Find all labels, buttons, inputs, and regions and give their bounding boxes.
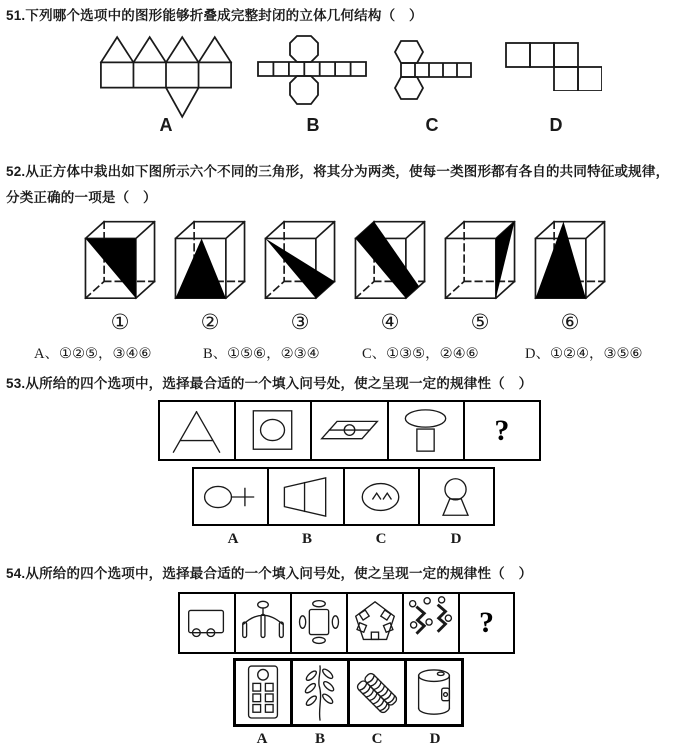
option-cell-b — [290, 661, 347, 724]
sequence-cell — [160, 402, 234, 459]
cube-triangle-5-icon — [438, 212, 522, 306]
cube-number-5: ⑤ — [470, 310, 490, 334]
option-cell-c — [343, 469, 418, 524]
net-z-squares-icon — [504, 41, 602, 91]
question-53-text: 53.从所给的四个选项中，选择最合适的一个填入问号处，使之呈现一定的规律性（ ） — [6, 376, 533, 391]
sequence-cell — [290, 594, 346, 652]
question-54-options-strip — [233, 658, 464, 727]
question-53-sequence-strip — [158, 400, 541, 461]
sequence-cell — [387, 402, 463, 459]
option-label-51-d: D — [549, 115, 563, 135]
option-label-54-a: A — [256, 731, 268, 744]
sequence-cell-question — [458, 594, 513, 652]
letter-a-triangle-icon — [161, 404, 233, 457]
sequence-cell-question — [463, 402, 539, 459]
pentagon-with-squares-icon — [348, 595, 402, 651]
question-53-options-strip — [192, 467, 495, 526]
divided-trapezoid-icon — [270, 473, 342, 521]
square-with-circle-icon — [237, 404, 309, 457]
sequence-cell — [402, 594, 458, 652]
cube-number-6: ⑥ — [560, 310, 580, 334]
ellipse-with-carets-icon — [345, 473, 417, 521]
cube-triangle-1-icon — [78, 212, 162, 306]
carousel-canopy-icon — [236, 595, 290, 651]
question-mark: ? — [479, 606, 494, 639]
option-label-54-b: B — [314, 731, 326, 744]
leafy-branch-icon — [295, 662, 345, 724]
sequence-cell — [346, 594, 402, 652]
panel-with-buttons-icon — [238, 662, 288, 724]
sequence-cell — [180, 594, 234, 652]
option-label-51-c: C — [425, 115, 439, 135]
cube-triangle-2-icon — [168, 212, 252, 306]
question-54-text: 54.从所给的四个选项中，选择最合适的一个填入问号处，使之呈现一定的规律性（ ） — [6, 566, 533, 581]
option-label-53-c: C — [375, 531, 387, 547]
cylinder-can-icon — [409, 662, 459, 724]
option-cell-a — [236, 661, 290, 724]
cube-triangle-4-icon — [348, 212, 432, 306]
net-hexagon-strip-icon — [392, 38, 476, 102]
question-54-sequence-strip — [178, 592, 515, 654]
sequence-cell — [234, 594, 290, 652]
question-52-text-line1: 52.从正方体中栽出如下图所示六个不同的三角形，将其分为两类，使每一类图形都有各自的共同特征或规律， — [6, 164, 670, 179]
option-label-54-c: C — [371, 731, 383, 744]
option-cell-d — [404, 661, 461, 724]
cube-number-3: ③ — [290, 310, 310, 334]
question-51-text: 51.下列哪个选项中的图形能够折叠成完整封闭的立体几何结构（ ） — [6, 8, 423, 23]
answer-option-52-c: C、①③⑤，②④⑥ — [362, 346, 479, 362]
net-octagon-strip-icon — [256, 34, 376, 106]
ribbed-bands-icon — [352, 662, 402, 724]
sequence-cell — [234, 402, 310, 459]
option-cell-c — [347, 661, 404, 724]
cart-with-wheels-icon — [180, 595, 234, 651]
cube-triangle-3-icon — [258, 212, 342, 306]
option-label-54-d: D — [429, 731, 441, 744]
zigzags-with-dots-icon — [404, 595, 458, 651]
option-cell-d — [418, 469, 493, 524]
option-cell-b — [267, 469, 342, 524]
option-label-53-a: A — [227, 531, 239, 547]
option-label-51-b: B — [306, 115, 320, 135]
cube-number-2: ② — [200, 310, 220, 334]
table-with-seats-icon — [292, 595, 346, 651]
cube-number-1: ① — [110, 310, 130, 334]
question-mark: ? — [494, 413, 510, 447]
option-label-51-a: A — [159, 115, 173, 135]
cube-triangle-6-icon — [528, 212, 612, 306]
parallelogram-with-circle-icon — [314, 404, 386, 457]
option-label-53-d: D — [450, 531, 462, 547]
answer-option-52-b: B、①⑤⑥，②③④ — [203, 346, 320, 362]
answer-option-52-d: D、①②④，③⑤⑥ — [525, 346, 643, 362]
answer-option-52-a: A、①②⑤，③④⑥ — [34, 346, 152, 362]
sequence-cell — [310, 402, 386, 459]
ellipse-over-rectangle-icon — [390, 404, 462, 457]
option-cell-a — [194, 469, 267, 524]
question-52-text-line2: 分类正确的一项是（ ） — [6, 190, 157, 205]
net-prism-triangles-icon — [98, 33, 234, 121]
cube-number-4: ④ — [380, 310, 400, 334]
ellipse-with-cross-icon — [195, 473, 267, 521]
option-label-53-b: B — [301, 531, 313, 547]
circle-on-stand-icon — [420, 473, 492, 521]
